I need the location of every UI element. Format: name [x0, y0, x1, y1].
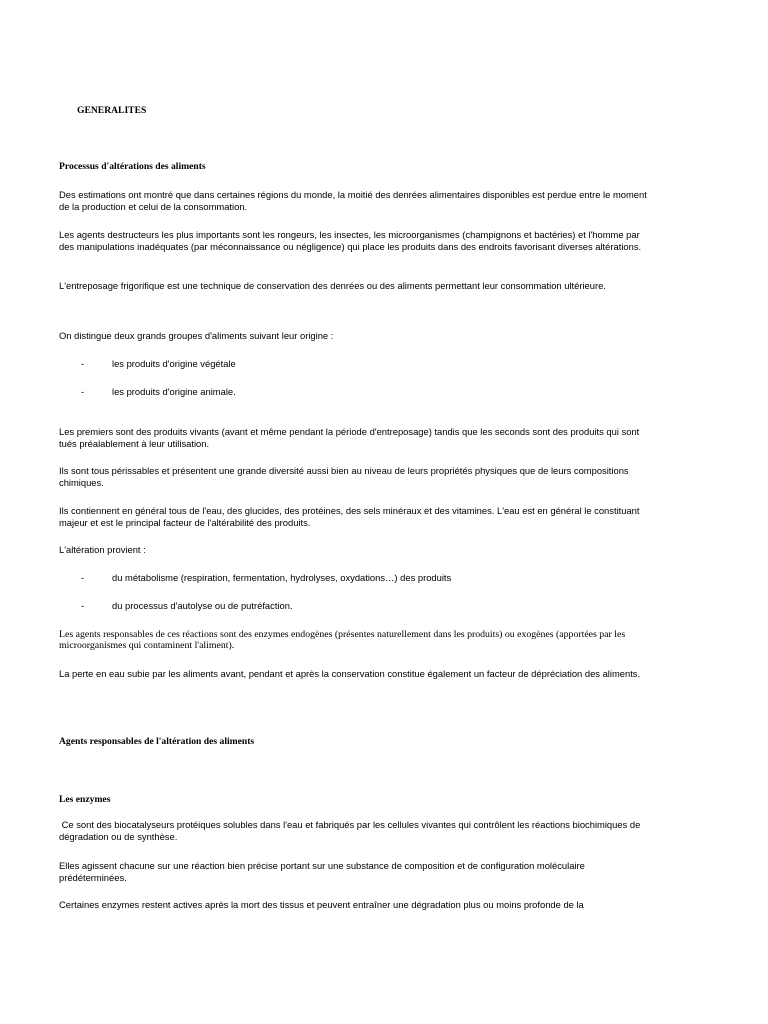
- bullet-dash: -: [81, 600, 85, 611]
- list-item-text: les produits d'origine animale.: [112, 386, 236, 397]
- list-item-text: les produits d'origine végétale: [112, 358, 236, 369]
- paragraph: On distingue deux grands groupes d'aliments suivant leur origine :: [59, 330, 334, 341]
- bullet-dash: -: [81, 358, 85, 369]
- paragraph: L'altération provient :: [59, 544, 146, 555]
- paragraph: La perte en eau subie par les aliments avant, pendant et après la conservation constitue également un facteur de dépréciation des aliments.: [59, 668, 641, 679]
- page-title: GENERALITES: [77, 105, 147, 116]
- bullet-dash: -: [81, 386, 85, 397]
- paragraph: Des estimations ont montré que dans certaines régions du monde, la moitié des denrées alimentaires disponibles est perdue entre le moment de la production et celui de la consommation.: [59, 189, 647, 212]
- paragraph: L'entreposage frigorifique est une technique de conservation des denrées ou des aliments permettant leur consommation ultérieure.: [59, 280, 606, 291]
- paragraph: Ils sont tous périssables et présentent une grande diversité aussi bien au niveau de leurs propriétés physiques que de leurs compositions chimiques.: [59, 465, 629, 488]
- paragraph: Elles agissent chacune sur une réaction bien précise portant sur une substance de composition et de configuration moléculaire prédéterminées.: [59, 860, 585, 883]
- paragraph: Certaines enzymes restent actives après la mort des tissus et peuvent entraîner une dégradation plus ou moins profonde de la: [59, 899, 584, 910]
- paragraph: Ils contiennent en général tous de l'eau, des glucides, des protéines, des sels minéraux et des vitamines. L'eau est en général le constituant majeur et est le principal facteur de l'altérabilité des produits.: [59, 505, 640, 528]
- paragraph: Les premiers sont des produits vivants (avant et même pendant la période d'entreposage) tandis que les seconds sont des produits qui sont tués préalablement à leur utilisation.: [59, 426, 640, 449]
- paragraph: Ce sont des biocatalyseurs protéiques solubles dans l'eau et fabriqués par les cellules vivantes qui contrôlent les réactions biochimiques de dégradation ou de synthèse.: [59, 819, 643, 842]
- list-item-text: du métabolisme (respiration, fermentation, hydrolyses, oxydations…) des produits: [112, 572, 452, 583]
- paragraph: Les agents responsables de ces réactions sont des enzymes endogènes (présentes naturellement dans les produits) ou exogènes (apportées par les microorganismes qui contaminent l'aliment).: [59, 629, 626, 651]
- bullet-dash: -: [81, 572, 85, 583]
- paragraph: Les agents destructeurs les plus importants sont les rongeurs, les insectes, les microorganismes (champignons et bactéries) et l'homme par des manipulations inadéquates (par méconnaissance ou négligence) qui place les produits dans des endroits favorisant diverses altérations.: [59, 229, 642, 252]
- list-item-text: du processus d'autolyse ou de putréfaction.: [112, 600, 293, 611]
- section-heading-agents: Agents responsables de l'altération des aliments: [59, 736, 255, 747]
- section-heading-processus: Processus d'altérations des aliments: [59, 161, 206, 172]
- section-heading-enzymes: Les enzymes: [59, 794, 111, 805]
